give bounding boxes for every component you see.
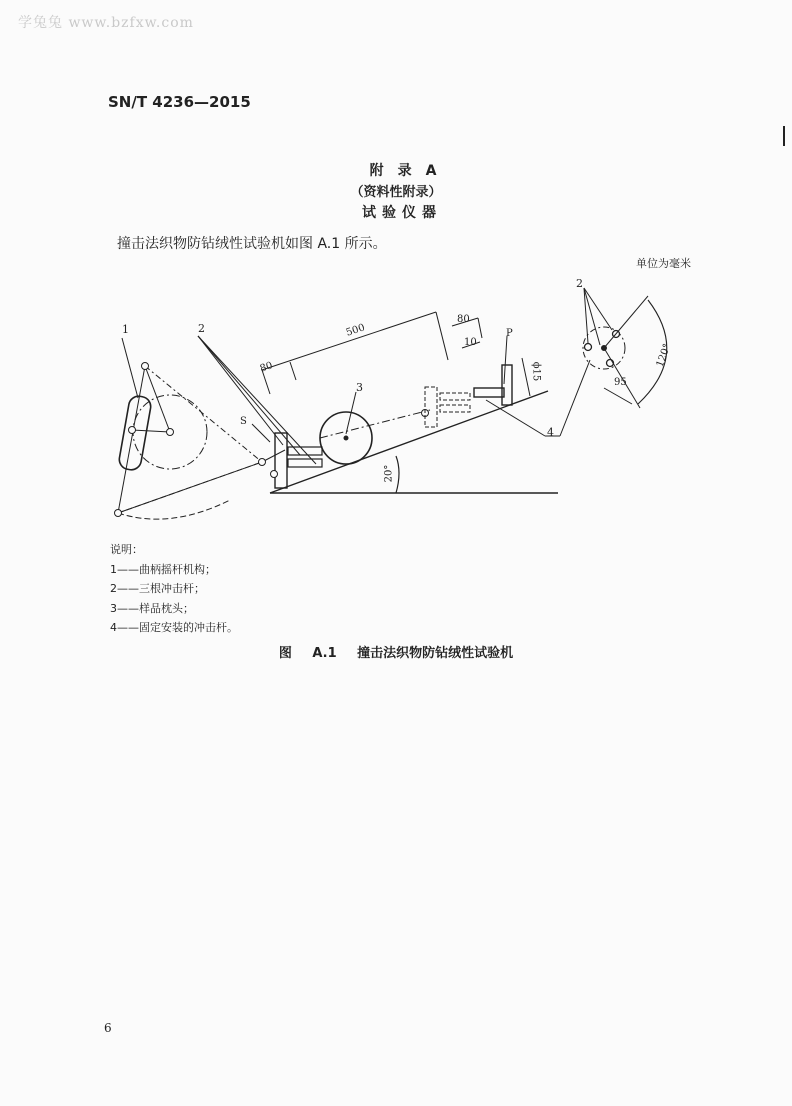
dim-500: 500	[344, 322, 367, 339]
dim-95: 95	[614, 377, 627, 388]
figure-caption: 图 A.1 撞击法织物防钻绒性试验机	[278, 646, 514, 661]
symbol-s: S	[240, 416, 247, 427]
margin-mark	[783, 126, 785, 146]
legend-item: 1——曲柄摇杆机构；	[110, 562, 216, 576]
apparatus-figure	[100, 270, 700, 530]
callout-2: 2	[198, 322, 205, 335]
legend	[110, 540, 238, 638]
appendix-name: 试验仪器	[362, 205, 442, 221]
apparatus-drawing	[100, 270, 700, 530]
legend-heading: 说明：	[110, 543, 143, 556]
dim-80-lower: 80	[258, 360, 275, 375]
legend-item: 2——三根冲击杆；	[110, 582, 205, 595]
dim-80-upper: 80	[457, 314, 470, 325]
intro-paragraph: 撞击法织物防钻绒性试验机如图 A.1 所示。	[117, 236, 387, 252]
legend-item: 3——样品枕头；	[110, 601, 194, 615]
appendix-type: （资料性附录）	[350, 185, 442, 200]
page-number: 6	[104, 1021, 112, 1035]
appendix-title: 附录A	[369, 163, 451, 179]
dim-120-deg: 120°	[654, 342, 674, 369]
symbol-p: P	[506, 328, 513, 339]
callout-1: 1	[122, 323, 129, 336]
dim-10: 10	[464, 337, 477, 348]
callout-3: 3	[356, 381, 363, 394]
dim-20-deg: 20°	[383, 464, 395, 483]
legend-item: 4——固定安装的冲击杆。	[110, 621, 238, 634]
watermark: 学兔兔 www.bzfxw.com	[18, 15, 194, 31]
callout-4: 4	[547, 426, 554, 439]
dim-phi15: ϕ15	[530, 361, 542, 382]
callout-2-detail: 2	[576, 277, 583, 290]
unit-note: 单位为毫米	[636, 257, 691, 270]
standard-code: SN/T 4236—2015	[108, 93, 251, 111]
